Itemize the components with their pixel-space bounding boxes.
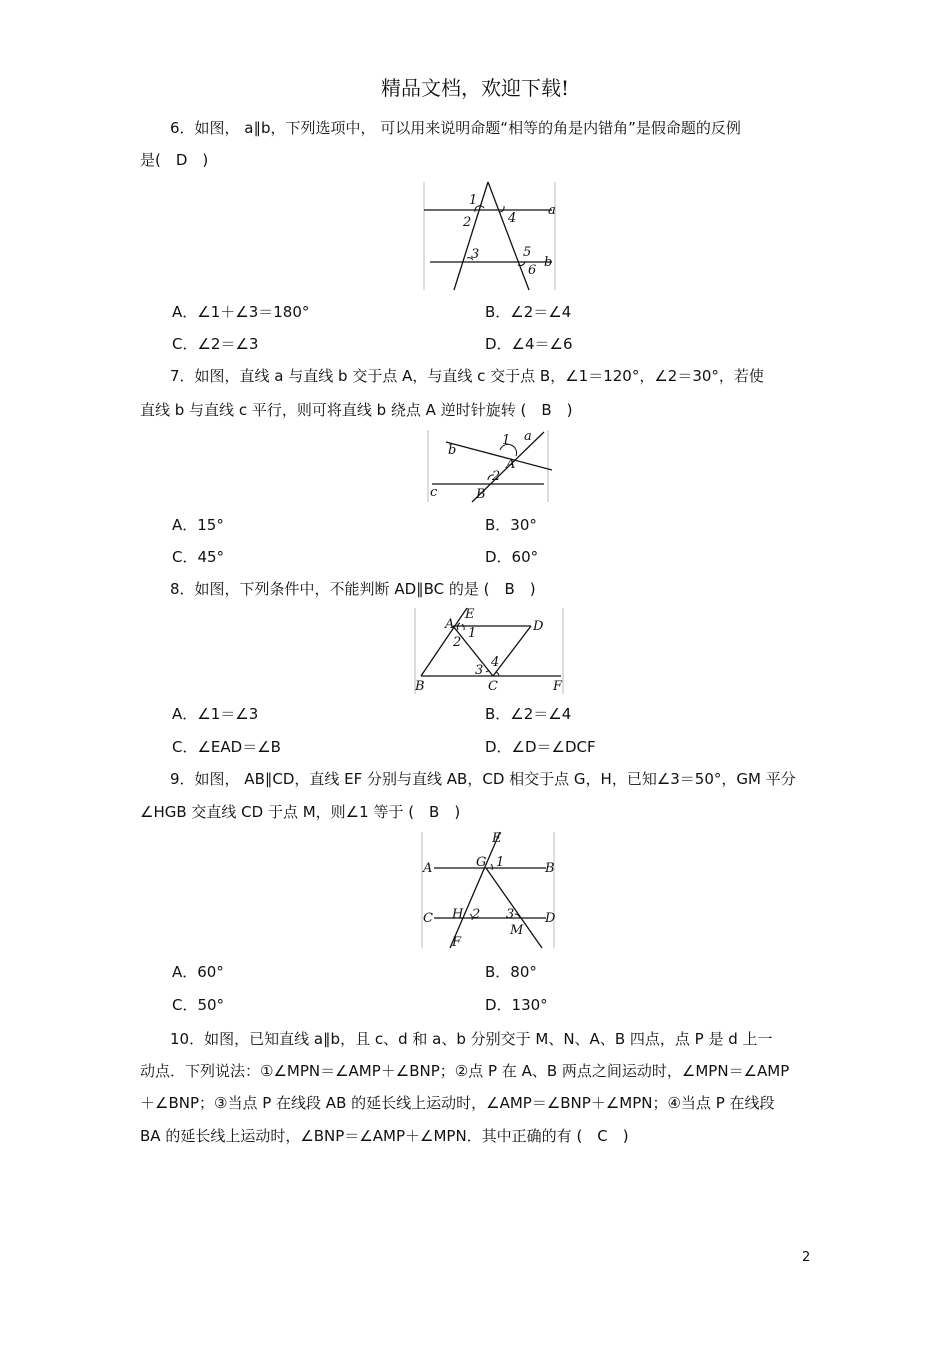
q10-stem-line3: ＋∠BNP；③当点 P 在线段 AB 的延长线上运动时，∠AMP＝∠BNP＋∠MPN；④当点 P 在线段 [140, 1094, 775, 1112]
q8-label-3: 3 [475, 663, 484, 678]
q9-label-M: M [510, 923, 524, 938]
q9-option-a: A．60° [172, 963, 224, 981]
q7-label-2: 2 [492, 469, 501, 484]
q6-label-5: 5 [523, 245, 532, 260]
q6-option-d: D．∠4＝∠6 [485, 335, 573, 353]
q9-label-A: A [423, 861, 433, 876]
q9-option-d: D．130° [485, 996, 548, 1014]
q6-label-b: b [544, 255, 553, 270]
q7-option-a: A．15° [172, 516, 224, 534]
q8-label-B: B [415, 679, 425, 694]
q9-label-1: 1 [496, 855, 505, 870]
q7-label-c: c [430, 485, 438, 500]
q9-stem-line1: 9．如图， AB∥CD，直线 EF 分别与直线 AB，CD 相交于点 G，H，已知∠3＝50°，GM 平分 [170, 770, 796, 788]
q7-stem-line2: 直线 b 与直线 c 平行，则可将直线 b 绕点 A 逆时针旋转 ( B ) [140, 401, 573, 419]
q7-label-b: b [448, 443, 457, 458]
q9-label-E: E [492, 831, 502, 846]
q7-label-a: a [524, 429, 532, 444]
q7-option-d: D．60° [485, 548, 539, 566]
q6-label-2: 2 [463, 215, 472, 230]
q6-figure [422, 180, 562, 296]
q8-stem-line1: 8．如图，下列条件中，不能判断 AD∥BC 的是 ( B ) [170, 580, 536, 598]
page-header: 精品文档，欢迎下载! [380, 76, 570, 100]
q8-label-C: C [488, 679, 498, 694]
q8-label-F: F [553, 679, 563, 694]
q8-label-D: D [533, 619, 544, 634]
q6-option-a: A．∠1＋∠3＝180° [172, 303, 310, 321]
q8-label-4: 4 [491, 655, 500, 670]
q9-stem-line2: ∠HGB 交直线 CD 于点 M，则∠1 等于 ( B ) [140, 803, 461, 821]
q8-label-1: 1 [468, 626, 477, 641]
q6-label-4: 4 [508, 211, 517, 226]
q8-option-c: C．∠EAD＝∠B [172, 738, 281, 756]
q9-figure [420, 830, 560, 954]
q8-figure [413, 606, 567, 700]
q8-option-b: B．∠2＝∠4 [485, 705, 572, 723]
q7-label-A: A [506, 457, 516, 472]
q9-label-3: 3 [506, 907, 515, 922]
q8-option-d: D．∠D＝∠DCF [485, 738, 596, 756]
q6-option-c: C．∠2＝∠3 [172, 335, 259, 353]
q9-label-H: H [452, 907, 464, 922]
page-number: 2 [802, 1250, 811, 1265]
q8-label-A: A [445, 617, 455, 632]
q10-stem-line1: 10．如图，已知直线 a∥b，且 c、d 和 a、b 分别交于 M、N、A、B 四点，点 P 是 d 上一 [170, 1030, 773, 1048]
q7-label-1: 1 [502, 433, 511, 448]
q9-label-D: D [545, 911, 556, 926]
q7-option-c: C．45° [172, 548, 225, 566]
q9-label-C: C [423, 911, 433, 926]
q7-option-b: B．30° [485, 516, 537, 534]
q7-label-B: B [476, 487, 486, 502]
q6-label-a: a [548, 203, 556, 218]
q8-label-E: E [465, 607, 475, 622]
q7-figure [426, 428, 552, 508]
q6-label-3: 3 [471, 247, 480, 262]
q10-stem-line2: 动点．下列说法：①∠MPN＝∠AMP＋∠BNP；②点 P 在 A、B 两点之间运动时，∠MPN＝∠AMP [140, 1062, 790, 1080]
q6-stem-line2: 是( D ) [140, 151, 209, 169]
q9-label-2: 2 [472, 907, 481, 922]
q9-option-b: B．80° [485, 963, 537, 981]
q8-option-a: A．∠1＝∠3 [172, 705, 259, 723]
q9-label-F: F [452, 935, 462, 950]
q6-label-6: 6 [528, 263, 537, 278]
q7-stem-line1: 7．如图，直线 a 与直线 b 交于点 A，与直线 c 交于点 B，∠1＝120°，∠2＝30°，若使 [170, 367, 764, 385]
q6-option-b: B．∠2＝∠4 [485, 303, 572, 321]
q9-label-G: G [476, 855, 487, 870]
q9-option-c: C．50° [172, 996, 225, 1014]
q9-label-B: B [545, 861, 555, 876]
q10-stem-line4: BA 的延长线上运动时，∠BNP＝∠AMP＋∠MPN．其中正确的有 ( C ) [140, 1127, 629, 1145]
q8-label-2: 2 [453, 635, 462, 650]
q6-stem-line1: 6．如图， a∥b，下列选项中， 可以用来说明命题“相等的角是内错角”是假命题的反例 [170, 119, 741, 137]
q6-label-1: 1 [469, 193, 478, 208]
